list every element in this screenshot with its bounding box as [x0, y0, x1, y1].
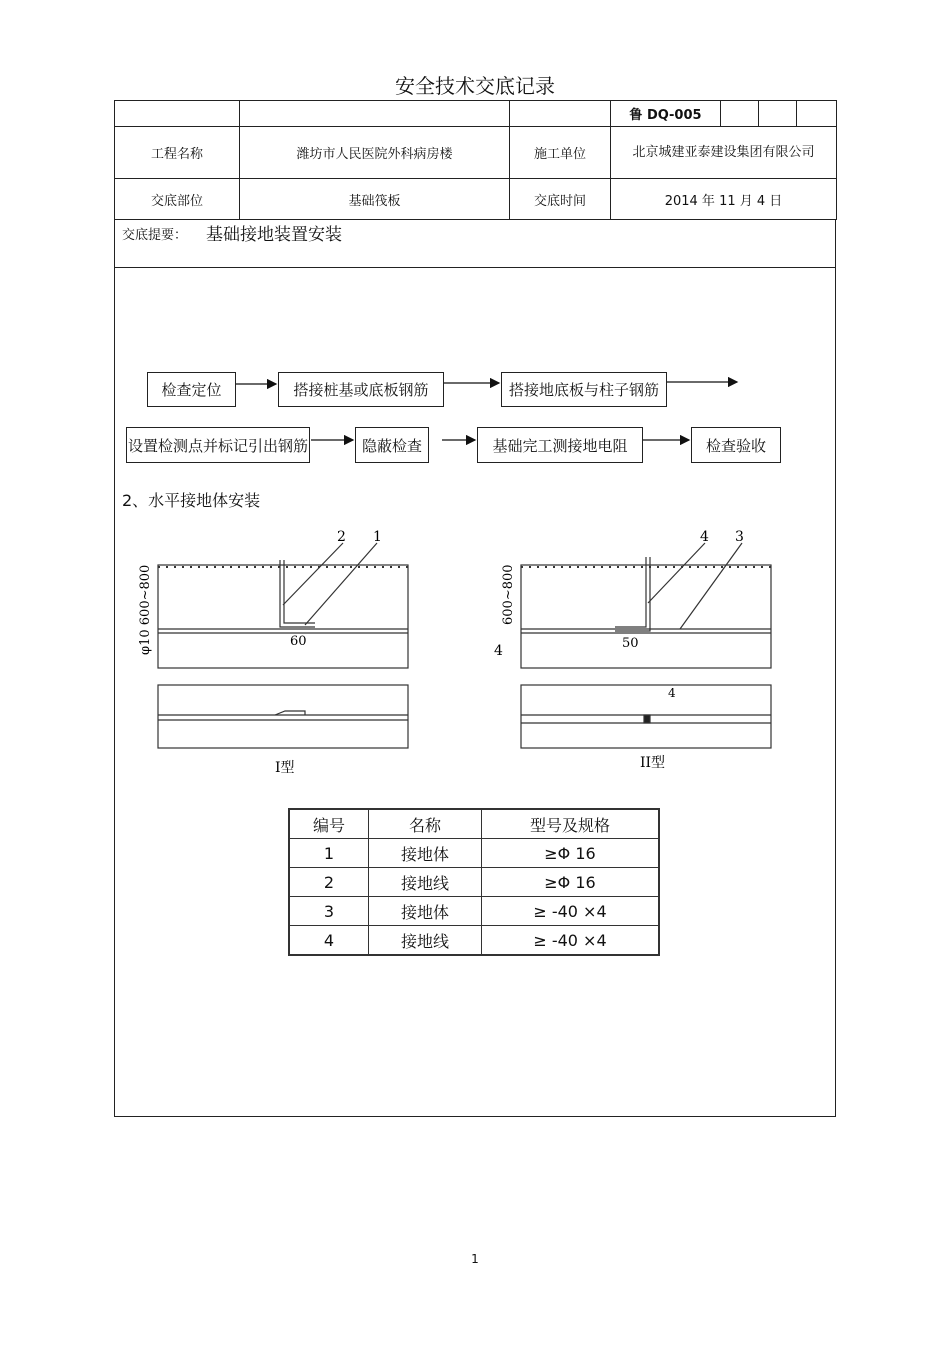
- doc-code: 鲁 DQ-005: [611, 101, 721, 127]
- flow-step-3: 搭接地底板与柱子钢筋: [501, 372, 667, 407]
- caption-1: I型: [275, 760, 295, 776]
- callout-3: 3: [735, 529, 744, 545]
- spec-header-spec: 型号及规格: [482, 809, 660, 839]
- dim-label-2: 600~800: [501, 564, 516, 625]
- section-heading: 2、水平接地体安装: [122, 491, 261, 510]
- callout-2: 2: [337, 529, 346, 545]
- summary-label: 交底提要：: [122, 228, 188, 243]
- project-name-label: 工程名称: [115, 127, 240, 179]
- date-label: 交底时间: [510, 179, 611, 220]
- spec-table: [288, 808, 660, 956]
- project-name-value: 潍坊市人民医院外科病房楼: [240, 127, 510, 179]
- callout-1: 1: [373, 529, 382, 545]
- length-label-1: 60: [290, 634, 307, 649]
- location-value: 基础筏板: [240, 179, 510, 220]
- table-row: 4 接地线 ≥ -40 ×4: [289, 926, 659, 956]
- flow-arrows: [0, 0, 950, 500]
- callout-4: 4: [700, 529, 709, 545]
- table-row: 3 接地体 ≥ -40 ×4: [289, 897, 659, 926]
- table-row: 1 接地体 ≥Φ 16: [289, 839, 659, 868]
- summary-value: 基础接地装置安装: [206, 225, 342, 245]
- location-label: 交底部位: [115, 179, 240, 220]
- figure-type-1: [125, 525, 425, 780]
- page-number: 1: [471, 1252, 479, 1266]
- flow-step-6: 基础完工测接地电阻: [477, 427, 643, 463]
- construction-unit-value: 北京城建亚泰建设集团有限公司: [611, 127, 837, 179]
- flow-step-7: 检查验收: [691, 427, 781, 463]
- construction-unit-label: 施工单位: [510, 127, 611, 179]
- flow-step-4: 设置检测点并标记引出钢筋: [126, 427, 310, 463]
- flow-step-1: 检查定位: [147, 372, 236, 407]
- flow-step-5: 隐蔽检查: [355, 427, 429, 463]
- spec-header-no: 编号: [289, 809, 369, 839]
- dim-label-1: φ10 600~800: [138, 564, 153, 655]
- date-value: 2014 年 11 月 4 日: [611, 179, 837, 220]
- length-label-2: 50: [622, 636, 639, 651]
- callout-4c: 4: [668, 686, 676, 700]
- spec-header-name: 名称: [369, 809, 482, 839]
- flow-step-2: 搭接桩基或底板钢筋: [278, 372, 444, 407]
- figure-type-2: [490, 525, 790, 780]
- callout-4b: 4: [494, 643, 503, 659]
- table-row: 2 接地线 ≥Φ 16: [289, 868, 659, 897]
- caption-2: II型: [640, 755, 666, 771]
- document-title: 安全技术交底记录: [395, 74, 555, 98]
